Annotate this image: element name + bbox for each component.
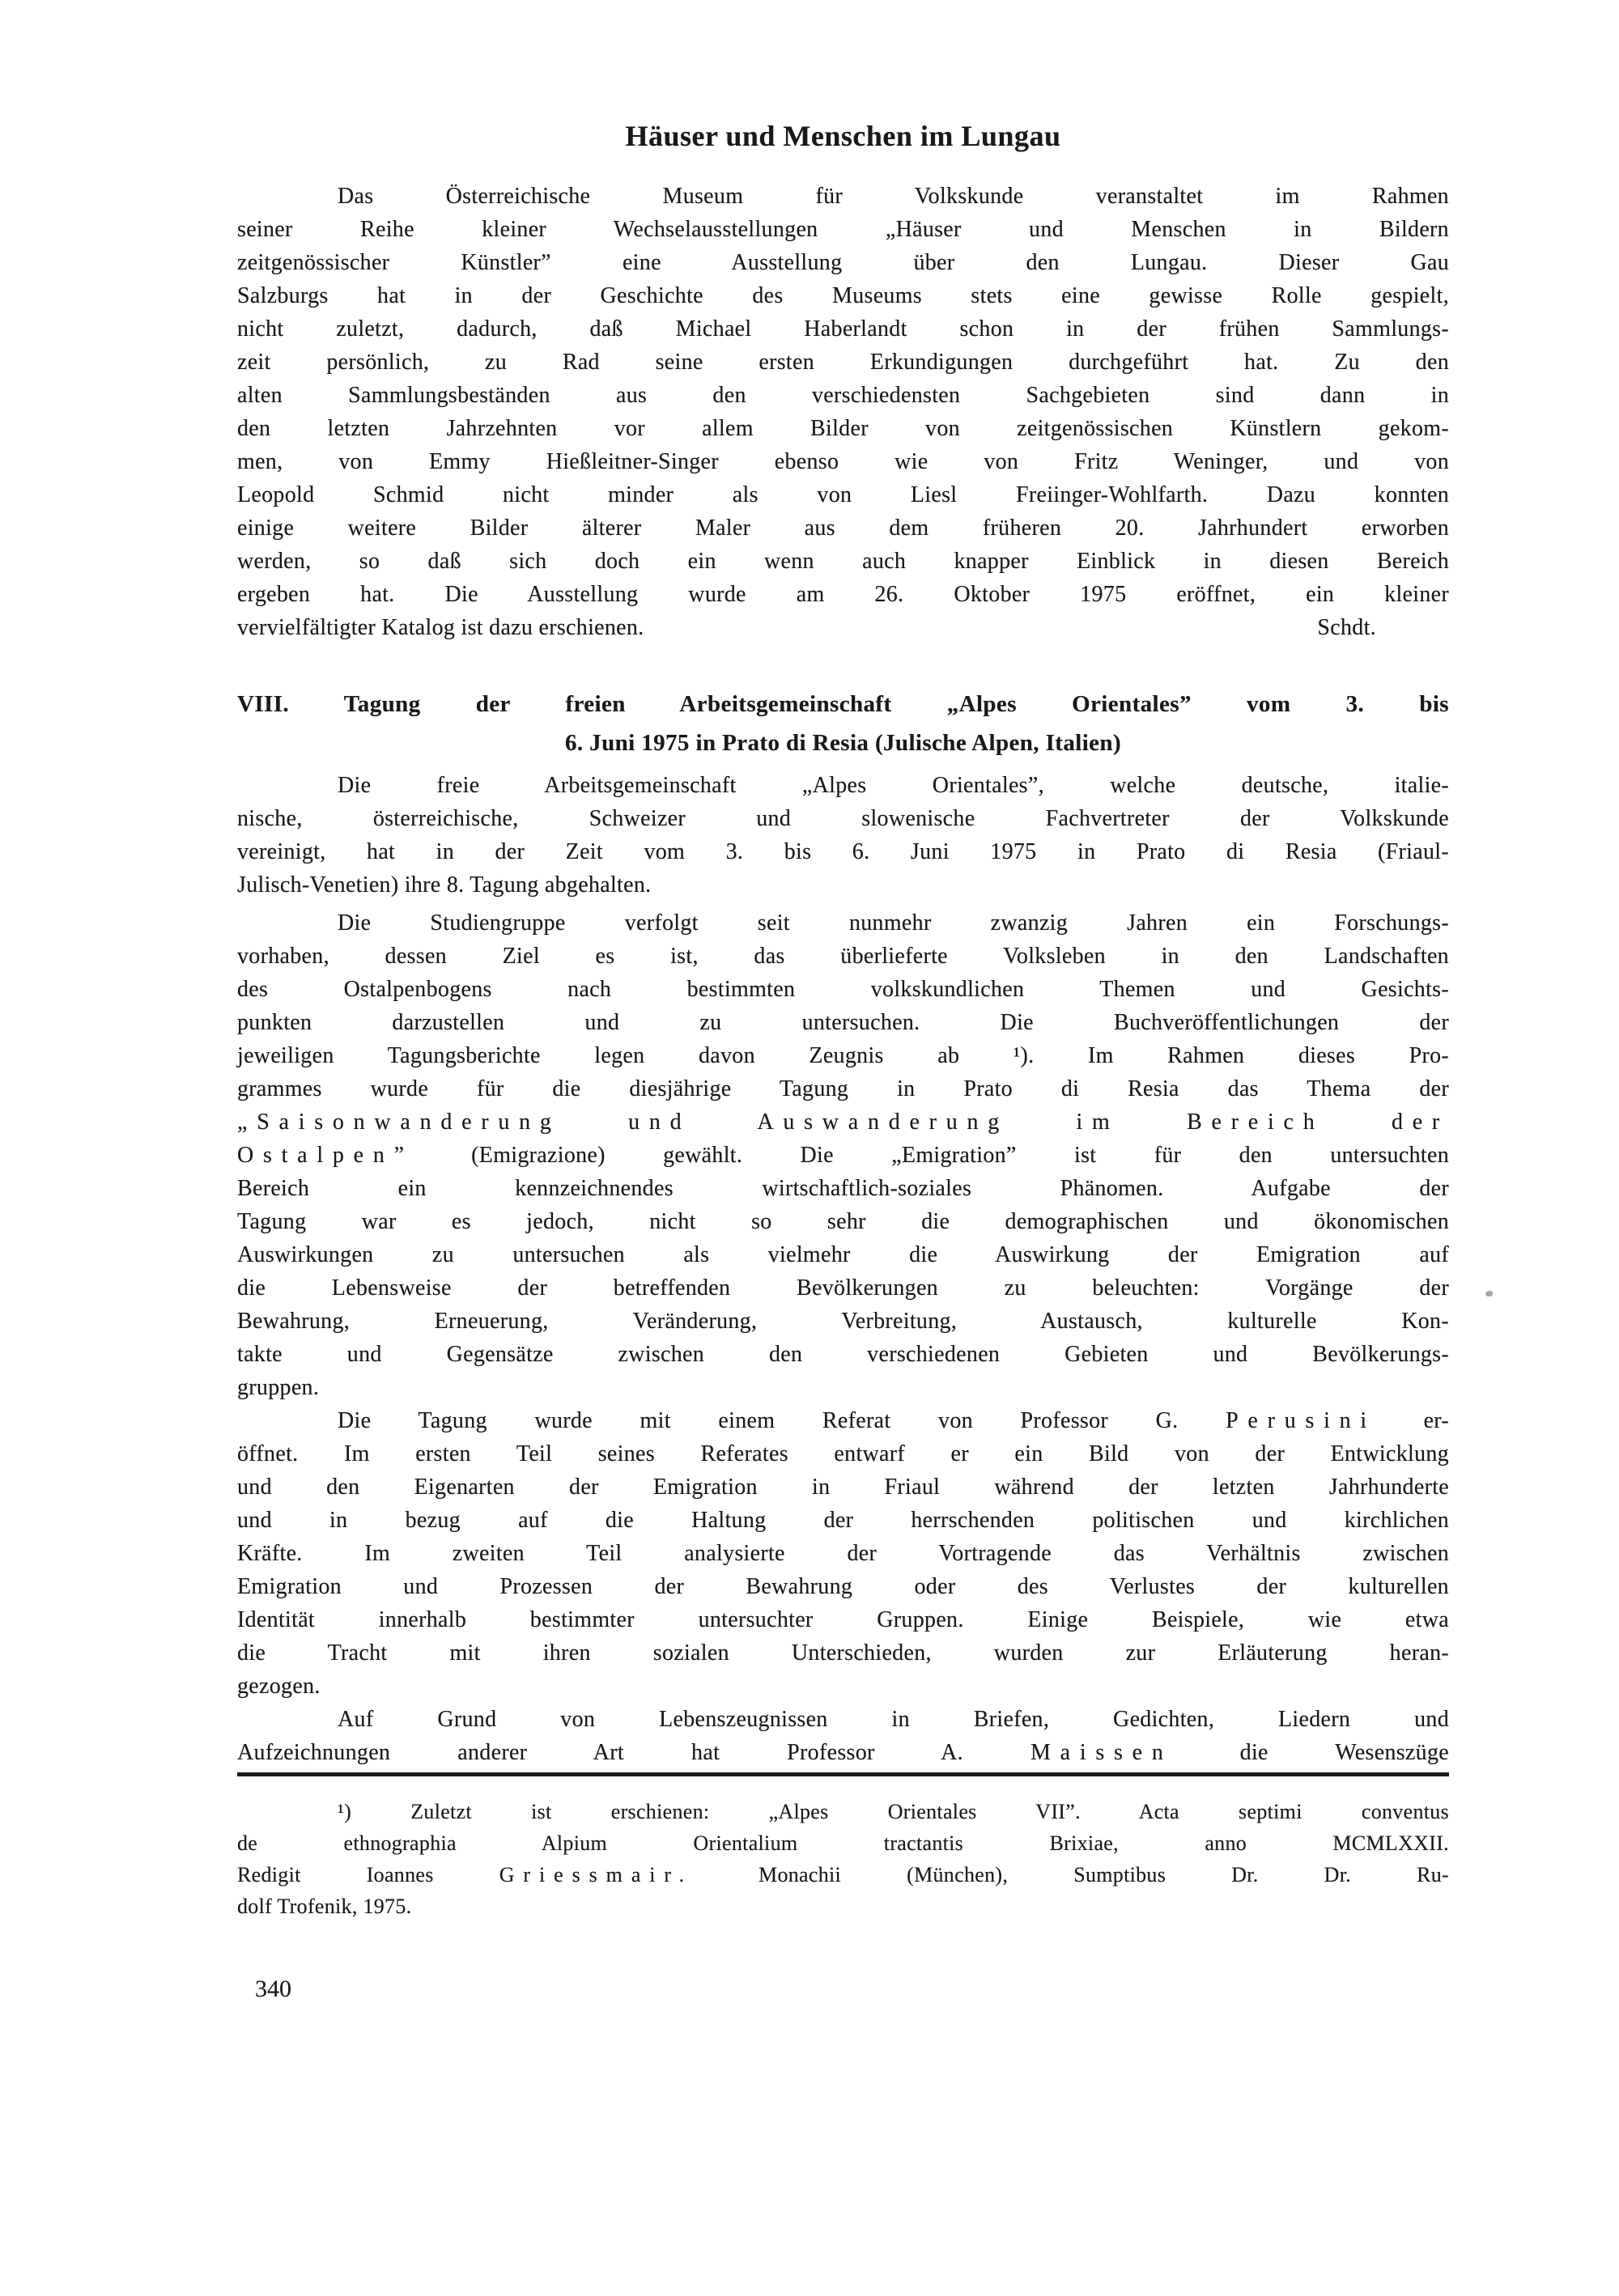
text-line: VIII. Tagung der freien Arbeitsgemeinschaft „Alpes Orientales” vom 3. bis bbox=[237, 691, 1449, 717]
letterspaced-text: Perusini bbox=[1226, 1408, 1376, 1433]
text-line: alten Sammlungsbeständen aus den verschiedensten Sachgebieten sind dann in bbox=[237, 383, 1449, 408]
footnote-separator-rule bbox=[237, 1772, 1449, 1776]
text-line bbox=[237, 1859, 1449, 1891]
article2-paragraph-3 bbox=[237, 1404, 1449, 1703]
text-line: Emigration und Prozessen der Bewahrung oder des Verlustes der kulturellen bbox=[237, 1574, 1449, 1599]
page-content bbox=[237, 0, 1449, 2005]
text-line: seiner Reihe kleiner Wechselausstellungen „Häuser und Menschen in Bildern bbox=[237, 217, 1449, 242]
text-line: die Lebensweise der betreffenden Bevölkerungen zu beleuchten: Vorgänge der bbox=[237, 1275, 1449, 1301]
text-line bbox=[237, 1736, 1449, 1769]
text-line: takte und Gegensätze zwischen den verschiedenen Gebieten und Bevölkerungs- bbox=[237, 1342, 1449, 1367]
text-line: nicht zuletzt, dadurch, daß Michael Haberlandt schon in der frühen Sammlungs- bbox=[237, 316, 1449, 342]
text-line: vereinigt, hat in der Zeit vom 3. bis 6. Juni 1975 in Prato di Resia (Friaul- bbox=[237, 839, 1449, 864]
text-line: Identität innerhalb bestimmter untersuchter Gruppen. Einige Beispiele, wie etwa bbox=[237, 1607, 1449, 1632]
article2-paragraph-1 bbox=[237, 769, 1449, 902]
text-line: einige weitere Bilder älterer Maler aus dem früheren 20. Jahrhundert erworben bbox=[237, 516, 1449, 541]
text-line: werden, so daß sich doch ein wenn auch knapper Einblick in diesen Bereich bbox=[237, 549, 1449, 574]
text-line: und den Eigenarten der Emigration in Friaul während der letzten Jahrhunderte bbox=[237, 1475, 1449, 1500]
text-line: Die Studiengruppe verfolgt seit nunmehr zwanzig Jahren ein Forschungs- bbox=[338, 910, 1449, 936]
text-line: dolf Trofenik, 1975. bbox=[237, 1895, 412, 1918]
text-line: zeitgenössischer Künstler” eine Ausstellung über den Lungau. Dieser Gau bbox=[237, 250, 1449, 275]
text-line: nische, österreichische, Schweizer und slowenische Fachvertreter der Volkskunde bbox=[237, 806, 1449, 831]
text-line: öffnet. Im ersten Teil seines Referates entwarf er ein Bild von der Entwicklung bbox=[237, 1441, 1449, 1466]
text-line: Bewahrung, Erneuerung, Veränderung, Verbreitung, Austausch, kulturelle Kon- bbox=[237, 1309, 1449, 1334]
text-line: ¹) Zuletzt ist erschienen: „Alpes Orientales VII”. Acta septimi conventus bbox=[338, 1800, 1449, 1823]
text-line: Leopold Schmid nicht minder als von Liesl Freiinger-Wohlfarth. Dazu konnten bbox=[237, 482, 1449, 507]
article2-heading bbox=[237, 685, 1449, 762]
scan-artifact-speck bbox=[1485, 1291, 1493, 1297]
text-line: und in bezug auf die Haltung der herrschenden politischen und kirchlichen bbox=[237, 1508, 1449, 1533]
text-line: gruppen. bbox=[237, 1375, 320, 1400]
text-segment: Die Tagung wurde mit einem Referat von Professor G. bbox=[338, 1408, 1226, 1433]
text-line: men, von Emmy Hießleitner-Singer ebenso wie von Fritz Weninger, und von bbox=[237, 449, 1449, 474]
letterspaced-text: Ostalpen” bbox=[237, 1143, 414, 1168]
text-line: punkten darzustellen und zu untersuchen. Die Buchveröffentlichungen der bbox=[237, 1010, 1449, 1035]
letterspaced-text: Maissen bbox=[1030, 1740, 1173, 1765]
text-line: 6. Juni 1975 in Prato di Resia (Julische Alpen, Italien) bbox=[564, 730, 1122, 756]
text-line: Julisch-Venetien) ihre 8. Tagung abgehalten. bbox=[237, 872, 652, 898]
article1-paragraph bbox=[237, 180, 1449, 611]
article2-paragraph-4 bbox=[237, 1703, 1449, 1769]
article1-signature: Schdt. bbox=[1317, 615, 1376, 640]
text-line bbox=[237, 1404, 1449, 1437]
text-line: Kräfte. Im zweiten Teil analysierte der Vortragende das Verhältnis zwischen bbox=[237, 1541, 1449, 1566]
footnote bbox=[237, 1796, 1449, 1922]
text-line: Tagung war es jedoch, nicht so sehr die demographischen und ökonomischen bbox=[237, 1209, 1449, 1234]
text-line: Auswirkungen zu untersuchen als vielmehr die Auswirkung der Emigration auf bbox=[237, 1242, 1449, 1267]
text-line: Das Österreichische Museum für Volkskunde veranstaltet im Rahmen bbox=[338, 184, 1449, 209]
text-line bbox=[237, 1139, 1449, 1172]
text-segment: die Wesenszüge bbox=[1172, 1740, 1449, 1765]
page-number: 340 bbox=[255, 1976, 291, 2002]
text-line: zeit persönlich, zu Rad seine ersten Erkundigungen durchgeführt hat. Zu den bbox=[237, 350, 1449, 375]
article2-paragraph-2 bbox=[237, 906, 1449, 1404]
text-line: Salzburgs hat in der Geschichte des Museums stets eine gewisse Rolle gespielt, bbox=[237, 283, 1449, 308]
text-line: gezogen. bbox=[237, 1674, 321, 1699]
text-line: die Tracht mit ihren sozialen Unterschieden, wurden zur Erläuterung heran- bbox=[237, 1640, 1449, 1666]
text-line: den letzten Jahrzehnten vor allem Bilder von zeitgenössischen Künstlern gekom- bbox=[237, 416, 1449, 441]
text-segment: Monachii (München), Sumptibus Dr. Dr. Ru- bbox=[692, 1863, 1449, 1886]
article1-last-line bbox=[237, 611, 1449, 644]
text-line: jeweiligen Tagungsberichte legen davon Zeugnis ab ¹). Im Rahmen dieses Pro- bbox=[237, 1043, 1449, 1068]
text-line: Bereich ein kennzeichnendes wirtschaftlich-soziales Phänomen. Aufgabe der bbox=[237, 1176, 1449, 1201]
text-segment: Redigit Ioannes bbox=[237, 1863, 499, 1886]
text-line bbox=[237, 1106, 1449, 1139]
text-line: Die freie Arbeitsgemeinschaft „Alpes Orientales”, welche deutsche, italie- bbox=[338, 773, 1449, 798]
article1-title: Häuser und Menschen im Lungau bbox=[625, 120, 1061, 152]
letterspaced-text: „Saisonwanderung und Auswanderung im Bereich der bbox=[237, 1110, 1449, 1135]
text-segment: (Emigrazione) gewählt. Die „Emigration” ist für den untersuchten bbox=[413, 1143, 1449, 1168]
text-line: vorhaben, dessen Ziel es ist, das überlieferte Volksleben in den Landschaften bbox=[237, 944, 1449, 969]
text-segment: Aufzeichnungen anderer Art hat Professor A. bbox=[237, 1740, 1030, 1765]
text-segment: er- bbox=[1375, 1408, 1449, 1433]
text-line: de ethnographia Alpium Orientalium tractantis Brixiae, anno MCMLXXII. bbox=[237, 1831, 1449, 1855]
text-line: des Ostalpenbogens nach bestimmten volkskundlichen Themen und Gesichts- bbox=[237, 977, 1449, 1002]
text-line: Auf Grund von Lebenszeugnissen in Briefen, Gedichten, Liedern und bbox=[338, 1707, 1449, 1732]
text-line: grammes wurde für die diesjährige Tagung in Prato di Resia das Thema der bbox=[237, 1076, 1449, 1101]
article1-last-line-text: vervielfältigter Katalog ist dazu erschienen. bbox=[237, 615, 644, 640]
text-line: ergeben hat. Die Ausstellung wurde am 26. Oktober 1975 eröffnet, ein kleiner bbox=[237, 582, 1449, 607]
letterspaced-text: Griessmair. bbox=[499, 1863, 693, 1886]
